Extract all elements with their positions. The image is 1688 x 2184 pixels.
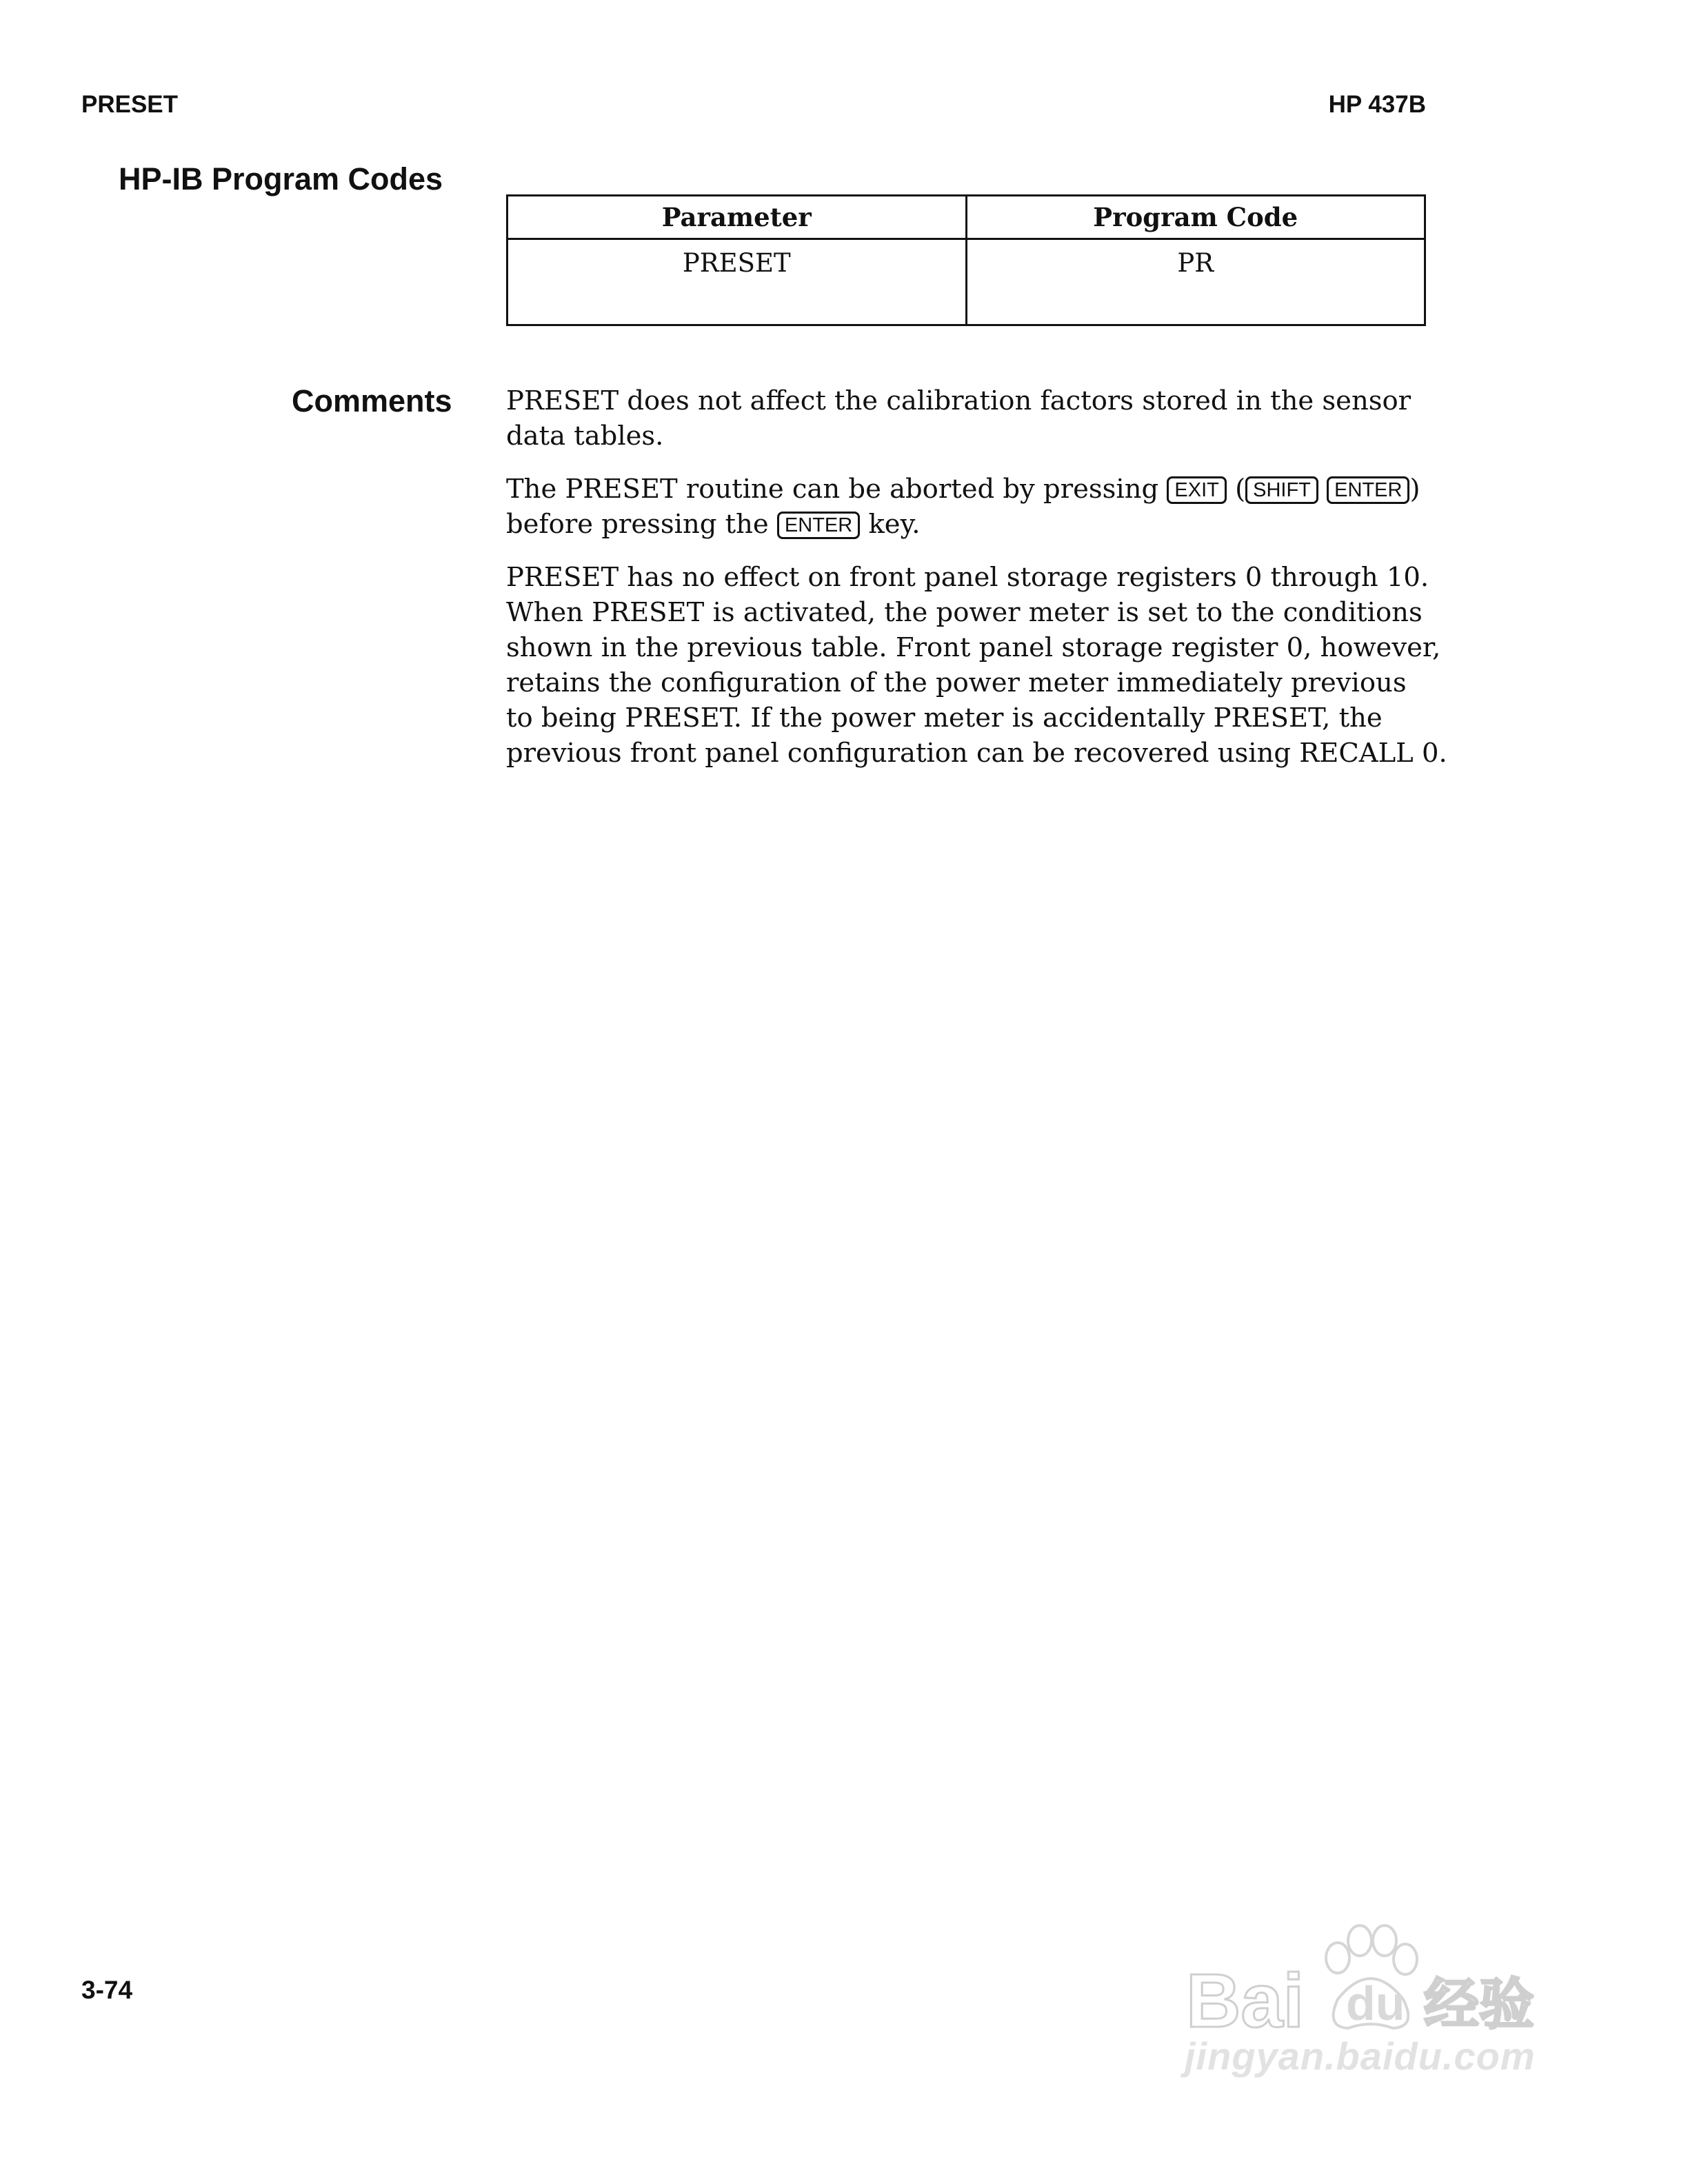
comment-paragraph-registers: [506, 560, 1447, 771]
comments-heading: Comments: [292, 383, 452, 418]
cell-program-code: PR: [966, 239, 1425, 325]
text-span: (: [1226, 474, 1246, 505]
svg-text:du: du: [1346, 1976, 1405, 2030]
shift-key: SHIFT: [1245, 476, 1318, 504]
table-row: [508, 239, 1425, 325]
program-codes-table: [506, 194, 1426, 326]
column-header-program-code: Program Code: [966, 196, 1425, 239]
watermark-domain-text: jingyan.baidu.com: [1185, 2034, 1536, 2078]
text-line: data tables.: [506, 421, 664, 452]
baidu-watermark-logo: [1165, 1910, 1579, 2116]
header-section-name: PRESET: [81, 91, 179, 118]
text-span: The PRESET routine can be aborted by pressing: [506, 474, 1167, 505]
program-codes-heading: HP-IB Program Codes: [119, 161, 443, 196]
enter-key: ENTER: [1327, 476, 1409, 504]
table-header-row: [508, 196, 1425, 239]
text-span: ) before pressing the: [506, 474, 1420, 540]
text-line: PRESET has no effect on front panel storage registers 0 through 10.: [506, 562, 1429, 593]
text-line: previous front panel configuration can be recovered using RECALL 0.: [506, 738, 1447, 769]
comment-paragraph-abort: [506, 472, 1430, 542]
text-line: When PRESET is activated, the power meter is set to the conditions: [506, 597, 1423, 628]
text-line: PRESET does not affect the calibration factors stored in the sensor: [506, 385, 1411, 416]
text-line: shown in the previous table. Front panel storage register 0, however,: [506, 632, 1441, 663]
svg-text:经验: 经验: [1424, 1974, 1534, 2035]
page-number: 3-74: [81, 1976, 133, 2004]
text-span: key.: [860, 509, 921, 540]
text-line: retains the configuration of the power meter immediately previous: [506, 667, 1407, 698]
svg-text:Bai: Bai: [1186, 1959, 1305, 2043]
header-model-name: HP 437B: [1328, 91, 1426, 118]
text-line: to being PRESET. If the power meter is accidentally PRESET, the: [506, 702, 1383, 734]
cell-parameter: PRESET: [508, 239, 967, 325]
exit-key: EXIT: [1167, 476, 1226, 504]
enter-key: ENTER: [777, 512, 860, 539]
comment-paragraph-calibration: [506, 383, 1430, 454]
column-header-parameter: Parameter: [508, 196, 967, 239]
